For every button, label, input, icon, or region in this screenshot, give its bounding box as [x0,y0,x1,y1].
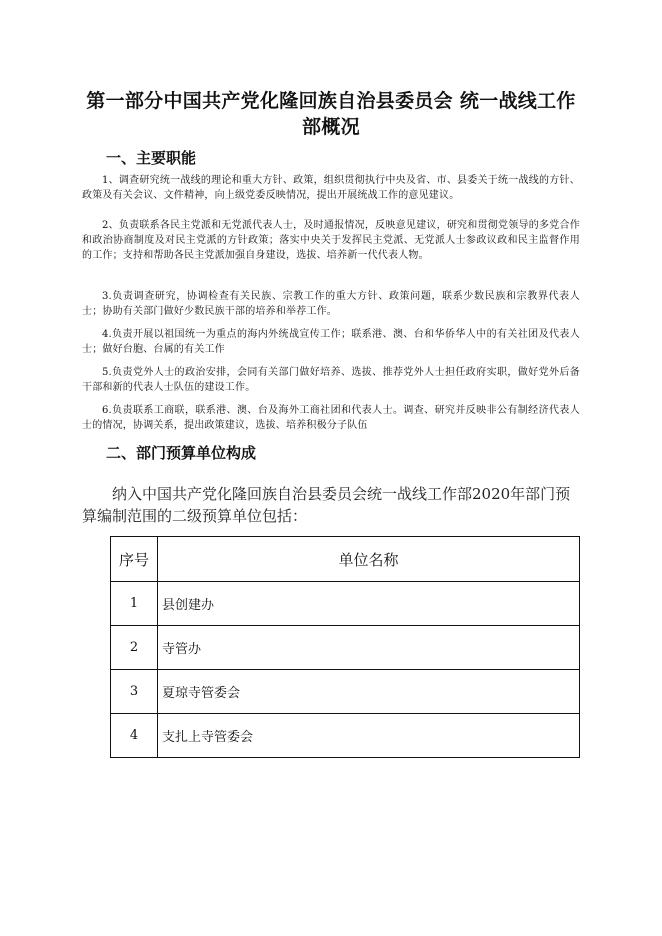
unit-name: 寺管办 [158,626,580,670]
section-heading-budget-units: 二、部门预算单位构成 [106,444,257,462]
function-item-1: 1、调查研究统一战线的理论和重大方针、政策，组织贯彻执行中央及省、市、县委关于统一战线的方针、政策及有关会议、文件精神，向上级党委反映情况，提出开展统战工作的意见建议。 [82,175,580,201]
column-header-unit-name: 单位名称 [158,537,580,582]
section-heading-main-functions: 一、主要职能 [106,149,197,167]
table-header-row [111,537,580,582]
table-row [111,670,580,714]
column-header-number: 序号 [111,537,158,582]
row-number: 3 [111,670,158,714]
row-number: 4 [111,714,158,758]
budget-units-intro: 纳入中国共产党化隆回族自治县委员会统一战线工作部2020年部门预算编制范围的二级预算单位包括： [82,485,571,525]
table-row [111,626,580,670]
function-item-2: 2、负责联系各民主党派和无党派代表人士，及时通报情况，反映意见建议，研究和贯彻党领导的多党合作和政治协商制度及对民主党派的方针政策；落实中央关于发挥民主党派、无党派人士参政议政和民主监督作用的工作；支持和帮助各民主党派加强自身建设，选拔、培养新一代代表人物。 [82,220,580,261]
function-item-4: 4.负责开展以祖国统一为重点的海内外统战宣传工作；联系港、澳、台和华侨华人中的有关社团及代表人士；做好台胞、台属的有关工作 [82,329,580,355]
budget-units-table [110,536,580,758]
row-number: 2 [111,626,158,670]
table-row [111,714,580,758]
unit-name: 夏琼寺管委会 [158,670,580,714]
function-item-5: 5.负责党外人士的政治安排，会同有关部门做好培养、选拔、推荐党外人士担任政府实职，做好党外后备干部和新的代表人士队伍的建设工作。 [82,367,580,393]
table-row [111,582,580,626]
function-item-6: 6.负责联系工商联，联系港、澳、台及海外工商社团和代表人士。调查、研究并反映非公有制经济代表人士的情况，协调关系，提出政策建议，选拔、培养积极分子队伍 [82,405,580,431]
page-title: 第一部分中国共产党化隆回族自治县委员会 统一战线工作部概况 [86,90,576,138]
unit-name: 支扎上寺管委会 [158,714,580,758]
row-number: 1 [111,582,158,626]
unit-name: 县创建办 [158,582,580,626]
function-item-3: 3.负责调查研究，协调检查有关民族、宗教工作的重大方针、政策问题，联系少数民族和宗教界代表人士；协助有关部门做好少数民族干部的培养和举荐工作。 [82,291,580,317]
